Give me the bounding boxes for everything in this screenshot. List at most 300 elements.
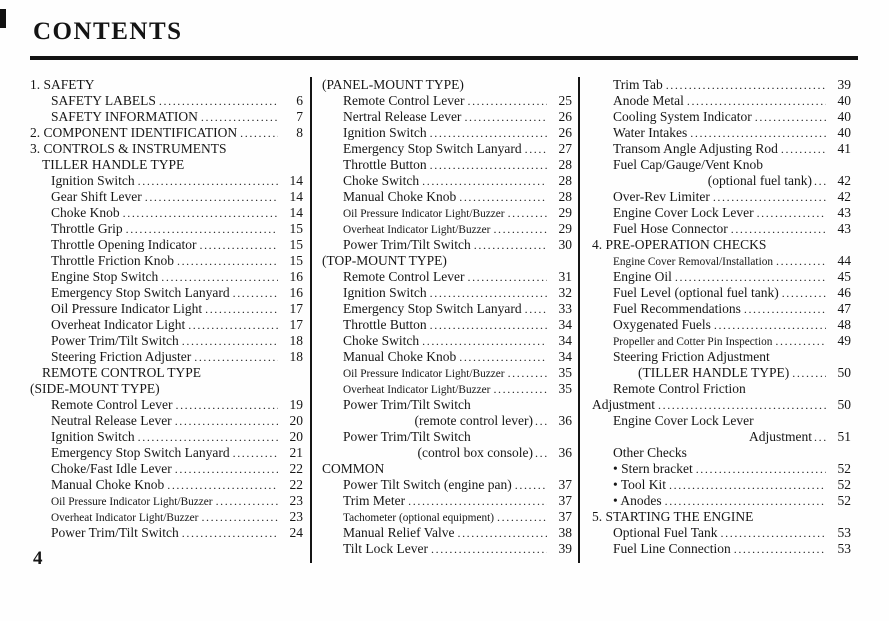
dot-leader bbox=[459, 349, 547, 365]
toc-entry bbox=[30, 429, 303, 445]
entry-page-number: 16 bbox=[289, 285, 303, 300]
entry-page-number: 34 bbox=[558, 317, 572, 332]
entry-title: Adjustment bbox=[749, 429, 812, 444]
toc-entry bbox=[322, 333, 572, 349]
dot-leader bbox=[126, 221, 278, 237]
entry-page-number: 43 bbox=[837, 221, 851, 236]
toc-heading bbox=[592, 445, 851, 461]
entry-page-number: 53 bbox=[837, 541, 851, 556]
entry-title: Fuel Hose Connector bbox=[613, 221, 728, 236]
toc-entry bbox=[322, 525, 572, 541]
dot-leader bbox=[175, 461, 278, 477]
column-divider-1 bbox=[310, 77, 312, 563]
entry-title: 5. STARTING THE ENGINE bbox=[592, 509, 754, 524]
entry-title: • Tool Kit bbox=[613, 477, 667, 492]
entry-page-number: 38 bbox=[558, 525, 572, 540]
entry-page-number: 52 bbox=[837, 461, 851, 476]
entry-page-number: 50 bbox=[837, 397, 851, 412]
entry-page-number: 28 bbox=[558, 157, 572, 172]
entry-title: Water Intakes bbox=[613, 125, 688, 140]
toc-heading bbox=[30, 157, 303, 173]
entry-page-number: 34 bbox=[558, 349, 572, 364]
dot-leader bbox=[199, 237, 278, 253]
entry-title: Power Trim/Tilt Switch bbox=[343, 397, 471, 412]
entry-page-number: 45 bbox=[837, 269, 851, 284]
dot-leader bbox=[123, 205, 278, 221]
dot-leader bbox=[757, 205, 826, 221]
entry-page-number: 17 bbox=[289, 301, 303, 316]
entry-page-number: 36 bbox=[558, 445, 572, 460]
toc-entry bbox=[592, 397, 851, 413]
entry-page-number: 25 bbox=[558, 93, 572, 108]
toc-entry bbox=[322, 221, 572, 237]
entry-title: Fuel Recommendations bbox=[613, 301, 741, 316]
entry-title: Other Checks bbox=[613, 445, 687, 460]
dot-leader bbox=[233, 285, 278, 301]
dot-leader bbox=[687, 93, 826, 109]
entry-title: (optional fuel tank) bbox=[707, 173, 812, 188]
toc-entry bbox=[30, 109, 303, 125]
entry-page-number: 35 bbox=[558, 365, 572, 380]
toc-entry bbox=[322, 205, 572, 221]
dot-leader bbox=[497, 509, 547, 525]
dot-leader bbox=[755, 109, 826, 125]
entry-title: Remote Control Lever bbox=[51, 397, 173, 412]
dot-leader bbox=[408, 493, 547, 509]
toc-entry bbox=[322, 493, 572, 509]
entry-page-number: 41 bbox=[837, 141, 851, 156]
entry-title: Emergency Stop Switch Lanyard bbox=[51, 445, 230, 460]
entry-page-number: 16 bbox=[289, 269, 303, 284]
entry-title: Choke Knob bbox=[51, 205, 120, 220]
dot-leader bbox=[713, 189, 826, 205]
dot-leader bbox=[430, 125, 547, 141]
toc-entry bbox=[322, 125, 572, 141]
entry-page-number: 42 bbox=[837, 189, 851, 204]
toc-entry bbox=[322, 173, 572, 189]
toc-entry bbox=[322, 189, 572, 205]
toc-heading bbox=[592, 509, 851, 525]
entry-title: Oil Pressure Indicator Light/Buzzer bbox=[343, 368, 505, 380]
toc-heading bbox=[30, 77, 303, 93]
entry-page-number: 29 bbox=[558, 221, 572, 236]
toc-entry bbox=[592, 477, 851, 493]
entry-title: TILLER HANDLE TYPE bbox=[42, 157, 185, 172]
entry-title: (PANEL-MOUNT TYPE) bbox=[322, 77, 464, 92]
entry-page-number: 40 bbox=[837, 125, 851, 140]
entry-title: Power Trim/Tilt Switch bbox=[343, 429, 471, 444]
entry-page-number: 51 bbox=[837, 429, 851, 444]
dot-leader bbox=[188, 317, 278, 333]
entry-page-number: 20 bbox=[289, 429, 303, 444]
dot-leader bbox=[177, 253, 278, 269]
entry-page-number: 18 bbox=[289, 333, 303, 348]
entry-page-number: 22 bbox=[289, 461, 303, 476]
entry-title: Propeller and Cotter Pin Inspection bbox=[613, 336, 773, 348]
toc-heading bbox=[322, 429, 572, 445]
dot-leader bbox=[535, 413, 548, 429]
entry-page-number: 33 bbox=[558, 301, 572, 316]
dot-leader bbox=[201, 109, 278, 125]
toc-entry bbox=[30, 285, 303, 301]
scan-edge-mark bbox=[0, 9, 6, 28]
entry-page-number: 18 bbox=[289, 349, 303, 364]
toc-entry bbox=[592, 301, 851, 317]
toc-column-1 bbox=[30, 77, 303, 541]
entry-title: Overheat Indicator Light/Buzzer bbox=[343, 384, 491, 396]
entry-title: SAFETY INFORMATION bbox=[51, 109, 198, 124]
toc-entry bbox=[322, 93, 572, 109]
toc-entry bbox=[30, 125, 303, 141]
toc-heading bbox=[592, 237, 851, 253]
entry-page-number: 6 bbox=[296, 93, 303, 108]
entry-page-number: 22 bbox=[289, 477, 303, 492]
entry-title: Overheat Indicator Light/Buzzer bbox=[51, 512, 199, 524]
dot-leader bbox=[467, 93, 547, 109]
toc-entry bbox=[30, 189, 303, 205]
entry-title: Ignition Switch bbox=[343, 285, 427, 300]
entry-page-number: 14 bbox=[289, 205, 303, 220]
toc-entry bbox=[592, 189, 851, 205]
toc-entry bbox=[322, 269, 572, 285]
dot-leader bbox=[205, 301, 278, 317]
toc-heading bbox=[30, 365, 303, 381]
toc-entry bbox=[30, 509, 303, 525]
entry-title: Oil Pressure Indicator Light bbox=[51, 301, 203, 316]
dot-leader bbox=[138, 429, 278, 445]
entry-page-number: 47 bbox=[837, 301, 851, 316]
entry-title: Throttle Opening Indicator bbox=[51, 237, 197, 252]
entry-title: Throttle Grip bbox=[51, 221, 123, 236]
entry-title: Power Trim/Tilt Switch bbox=[343, 237, 471, 252]
dot-leader bbox=[459, 189, 547, 205]
dot-leader bbox=[216, 493, 278, 509]
entry-title: Choke Switch bbox=[343, 333, 420, 348]
dot-leader bbox=[535, 445, 548, 461]
toc-entry bbox=[322, 445, 572, 461]
toc-entry bbox=[30, 461, 303, 477]
title-rule bbox=[30, 56, 858, 60]
toc-entry bbox=[322, 109, 572, 125]
toc-entry bbox=[30, 221, 303, 237]
dot-leader bbox=[240, 125, 278, 141]
entry-page-number: 32 bbox=[558, 285, 572, 300]
toc-heading bbox=[592, 349, 851, 365]
entry-page-number: 49 bbox=[837, 333, 851, 348]
entry-title: Steering Friction Adjustment bbox=[613, 349, 770, 364]
toc-entry bbox=[30, 349, 303, 365]
entry-page-number: 24 bbox=[289, 525, 303, 540]
toc-entry bbox=[322, 301, 572, 317]
toc-entry bbox=[30, 525, 303, 541]
entry-title: 4. PRE-OPERATION CHECKS bbox=[592, 237, 767, 252]
toc-entry bbox=[30, 317, 303, 333]
toc-entry bbox=[322, 285, 572, 301]
toc-heading bbox=[592, 381, 851, 397]
dot-leader bbox=[175, 413, 278, 429]
toc-entry bbox=[592, 269, 851, 285]
entry-title: Oil Pressure Indicator Light/Buzzer bbox=[343, 208, 505, 220]
entry-page-number: 46 bbox=[837, 285, 851, 300]
toc-column-2 bbox=[322, 77, 572, 557]
entry-page-number: 8 bbox=[296, 125, 303, 140]
entry-page-number: 20 bbox=[289, 413, 303, 428]
dot-leader bbox=[814, 429, 827, 445]
dot-leader bbox=[781, 141, 826, 157]
entry-title: Manual Choke Knob bbox=[343, 349, 457, 364]
dot-leader bbox=[775, 333, 826, 349]
entry-page-number: 17 bbox=[289, 317, 303, 332]
toc-entry bbox=[592, 541, 851, 557]
entry-title: Choke/Fast Idle Lever bbox=[51, 461, 172, 476]
entry-page-number: 50 bbox=[837, 365, 851, 380]
column-divider-2 bbox=[578, 77, 580, 563]
toc-entry bbox=[592, 365, 851, 381]
entry-title: Power Tilt Switch (engine pan) bbox=[343, 477, 512, 492]
entry-page-number: 15 bbox=[289, 221, 303, 236]
entry-title: Manual Choke Knob bbox=[343, 189, 457, 204]
entry-page-number: 52 bbox=[837, 493, 851, 508]
entry-title: • Anodes bbox=[613, 493, 662, 508]
entry-title: Neutral Release Lever bbox=[51, 413, 172, 428]
entry-page-number: 52 bbox=[837, 477, 851, 492]
entry-title: REMOTE CONTROL TYPE bbox=[42, 365, 202, 380]
entry-page-number: 14 bbox=[289, 189, 303, 204]
toc-entry bbox=[30, 205, 303, 221]
entry-title: Remote Control Friction bbox=[613, 381, 746, 396]
toc-entry bbox=[322, 237, 572, 253]
toc-entry bbox=[322, 349, 572, 365]
dot-leader bbox=[525, 141, 547, 157]
entry-title: 3. CONTROLS & INSTRUMENTS bbox=[30, 141, 227, 156]
dot-leader bbox=[776, 253, 826, 269]
entry-page-number: 40 bbox=[837, 93, 851, 108]
dot-leader bbox=[734, 541, 826, 557]
entry-title: Throttle Button bbox=[343, 317, 427, 332]
toc-entry bbox=[322, 381, 572, 397]
entry-title: Tachometer (optional equipment) bbox=[343, 512, 495, 524]
dot-leader bbox=[744, 301, 826, 317]
dot-leader bbox=[182, 333, 278, 349]
entry-page-number: 14 bbox=[289, 173, 303, 188]
toc-entry bbox=[30, 253, 303, 269]
toc-entry bbox=[592, 317, 851, 333]
dot-leader bbox=[474, 237, 547, 253]
toc-entry bbox=[322, 141, 572, 157]
entry-title: Emergency Stop Switch Lanyard bbox=[343, 141, 522, 156]
dot-leader bbox=[233, 445, 278, 461]
dot-leader bbox=[814, 173, 827, 189]
entry-title: Emergency Stop Switch Lanyard bbox=[51, 285, 230, 300]
entry-title: (control box console) bbox=[417, 445, 533, 460]
entry-page-number: 43 bbox=[837, 205, 851, 220]
entry-page-number: 36 bbox=[558, 413, 572, 428]
dot-leader bbox=[493, 221, 547, 237]
dot-leader bbox=[430, 157, 547, 173]
entry-title: Engine Oil bbox=[613, 269, 672, 284]
dot-leader bbox=[669, 477, 826, 493]
entry-title: Anode Metal bbox=[613, 93, 684, 108]
entry-page-number: 26 bbox=[558, 125, 572, 140]
entry-title: Manual Relief Valve bbox=[343, 525, 455, 540]
toc-entry bbox=[30, 397, 303, 413]
entry-page-number: 27 bbox=[558, 141, 572, 156]
dot-leader bbox=[430, 285, 547, 301]
toc-entry bbox=[30, 413, 303, 429]
entry-page-number: 39 bbox=[837, 77, 851, 92]
entry-title: COMMON bbox=[322, 461, 385, 476]
entry-page-number: 29 bbox=[558, 205, 572, 220]
entry-page-number: 40 bbox=[837, 109, 851, 124]
entry-title: Ignition Switch bbox=[51, 173, 135, 188]
entry-title: Remote Control Lever bbox=[343, 269, 465, 284]
entry-page-number: 37 bbox=[558, 493, 572, 508]
page-number: 4 bbox=[33, 548, 43, 569]
toc-columns bbox=[30, 77, 875, 601]
entry-title: Fuel Line Connection bbox=[613, 541, 731, 556]
entry-title: Ignition Switch bbox=[343, 125, 427, 140]
entry-title: (remote control lever) bbox=[414, 413, 533, 428]
toc-entry bbox=[592, 93, 851, 109]
entry-title: Cooling System Indicator bbox=[613, 109, 752, 124]
entry-title: • Stern bracket bbox=[613, 461, 693, 476]
toc-entry bbox=[322, 365, 572, 381]
toc-entry bbox=[30, 477, 303, 493]
entry-title: Choke Switch bbox=[343, 173, 420, 188]
toc-entry bbox=[592, 109, 851, 125]
dot-leader bbox=[792, 365, 826, 381]
entry-page-number: 37 bbox=[558, 477, 572, 492]
dot-leader bbox=[161, 269, 278, 285]
toc-heading bbox=[30, 381, 303, 397]
dot-leader bbox=[508, 205, 547, 221]
entry-title: Tilt Lock Lever bbox=[343, 541, 428, 556]
toc-entry bbox=[592, 141, 851, 157]
entry-page-number: 48 bbox=[837, 317, 851, 332]
entry-title: Remote Control Lever bbox=[343, 93, 465, 108]
dot-leader bbox=[525, 301, 547, 317]
entry-title: 1. SAFETY bbox=[30, 77, 95, 92]
toc-entry bbox=[322, 541, 572, 557]
dot-leader bbox=[731, 221, 826, 237]
toc-entry bbox=[30, 173, 303, 189]
toc-entry bbox=[322, 509, 572, 525]
toc-heading bbox=[322, 77, 572, 93]
entry-title: Oil Pressure Indicator Light/Buzzer bbox=[51, 496, 213, 508]
dot-leader bbox=[515, 477, 547, 493]
entry-title: Transom Angle Adjusting Rod bbox=[613, 141, 778, 156]
entry-title: Nertral Release Lever bbox=[343, 109, 462, 124]
toc-entry bbox=[322, 413, 572, 429]
entry-title: Engine Stop Switch bbox=[51, 269, 159, 284]
dot-leader bbox=[145, 189, 278, 205]
dot-leader bbox=[138, 173, 278, 189]
entry-title: Engine Cover Lock Lever bbox=[613, 205, 754, 220]
entry-title: SAFETY LABELS bbox=[51, 93, 156, 108]
dot-leader bbox=[666, 77, 826, 93]
entry-title: Fuel Level (optional fuel tank) bbox=[613, 285, 779, 300]
entry-title: Gear Shift Lever bbox=[51, 189, 142, 204]
dot-leader bbox=[782, 285, 826, 301]
dot-leader bbox=[201, 509, 278, 525]
toc-entry bbox=[592, 77, 851, 93]
toc-entry bbox=[592, 461, 851, 477]
page-title: CONTENTS bbox=[33, 18, 183, 45]
dot-leader bbox=[422, 333, 547, 349]
entry-title: Optional Fuel Tank bbox=[613, 525, 718, 540]
toc-entry bbox=[30, 93, 303, 109]
toc-entry bbox=[30, 333, 303, 349]
toc-heading bbox=[592, 413, 851, 429]
dot-leader bbox=[464, 109, 547, 125]
entry-title: Over-Rev Limiter bbox=[613, 189, 710, 204]
entry-title: Trim Tab bbox=[613, 77, 663, 92]
toc-entry bbox=[30, 493, 303, 509]
entry-page-number: 7 bbox=[296, 109, 303, 124]
dot-leader bbox=[167, 477, 278, 493]
entry-title: Overheat Indicator Light bbox=[51, 317, 186, 332]
dot-leader bbox=[422, 173, 547, 189]
dot-leader bbox=[721, 525, 826, 541]
toc-entry bbox=[592, 125, 851, 141]
entry-page-number: 23 bbox=[289, 493, 303, 508]
dot-leader bbox=[658, 397, 826, 413]
entry-title: Steering Friction Adjuster bbox=[51, 349, 192, 364]
entry-title: Emergency Stop Switch Lanyard bbox=[343, 301, 522, 316]
entry-title: 2. COMPONENT IDENTIFICATION bbox=[30, 125, 238, 140]
dot-leader bbox=[467, 269, 547, 285]
toc-entry bbox=[592, 525, 851, 541]
entry-page-number: 30 bbox=[558, 237, 572, 252]
dot-leader bbox=[194, 349, 278, 365]
entry-title: (TILLER HANDLE TYPE) bbox=[638, 365, 790, 380]
toc-heading bbox=[592, 157, 851, 173]
entry-page-number: 28 bbox=[558, 189, 572, 204]
dot-leader bbox=[675, 269, 826, 285]
toc-entry bbox=[592, 205, 851, 221]
dot-leader bbox=[493, 381, 547, 397]
entry-page-number: 19 bbox=[289, 397, 303, 412]
entry-title: Trim Meter bbox=[343, 493, 406, 508]
entry-title: Throttle Friction Knob bbox=[51, 253, 174, 268]
entry-title: (TOP-MOUNT TYPE) bbox=[322, 253, 447, 268]
toc-entry bbox=[592, 333, 851, 349]
toc-entry bbox=[30, 301, 303, 317]
entry-title: Ignition Switch bbox=[51, 429, 135, 444]
toc-entry bbox=[592, 221, 851, 237]
entry-title: (SIDE-MOUNT TYPE) bbox=[30, 381, 160, 396]
dot-leader bbox=[696, 461, 826, 477]
entry-title: Engine Cover Removal/Installation bbox=[613, 256, 774, 268]
dot-leader bbox=[508, 365, 547, 381]
dot-leader bbox=[159, 93, 278, 109]
toc-entry bbox=[592, 429, 851, 445]
toc-heading bbox=[322, 461, 572, 477]
toc-entry bbox=[322, 317, 572, 333]
toc-entry bbox=[30, 445, 303, 461]
page-header bbox=[33, 18, 183, 46]
entry-page-number: 44 bbox=[837, 253, 851, 268]
entry-page-number: 26 bbox=[558, 109, 572, 124]
entry-title: Engine Cover Lock Lever bbox=[613, 413, 754, 428]
dot-leader bbox=[430, 317, 547, 333]
entry-page-number: 21 bbox=[289, 445, 303, 460]
toc-entry bbox=[592, 285, 851, 301]
entry-page-number: 53 bbox=[837, 525, 851, 540]
toc-entry bbox=[592, 493, 851, 509]
entry-page-number: 37 bbox=[558, 509, 572, 524]
entry-title: Oxygenated Fuels bbox=[613, 317, 711, 332]
